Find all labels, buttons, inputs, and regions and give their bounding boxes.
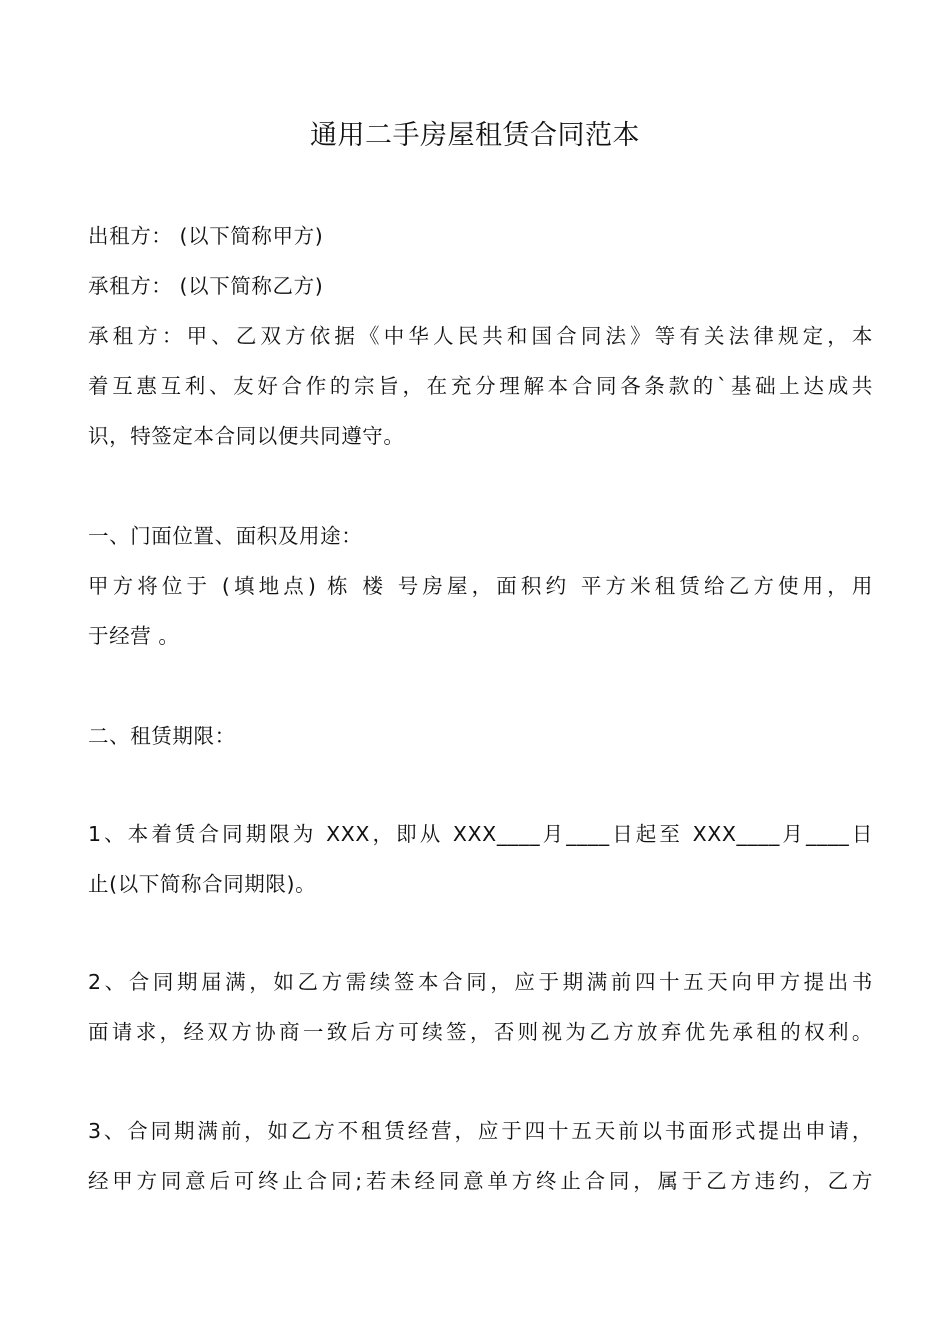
section2-heading [88, 711, 873, 761]
section-heading-text: 一、门面位置、面积及用途： [88, 524, 363, 548]
clause2-paragraph [88, 957, 873, 1057]
paragraph-line: 识，特签定本合同以便共同遵守。 [88, 424, 405, 448]
paragraph-line: 经甲方同意后可终止合同;若未经同意单方终止合同，属于乙方违约，乙方 [88, 1169, 873, 1193]
paragraph-line: 面请求，经双方协商一致后方可续签，否则视为乙方放弃优先承租的权利。 [88, 1020, 873, 1044]
paragraph-line: 承租方：甲、乙双方依据《中华人民共和国合同法》等有关法律规定，本 [88, 324, 873, 348]
paragraph-line: 止(以下简称合同期限)。 [88, 872, 317, 896]
document-title: 通用二手房屋租赁合同范本 [310, 120, 640, 151]
clause1-paragraph [88, 809, 873, 909]
lessor-line [88, 211, 873, 261]
paragraph-line: 于经营 。 [88, 624, 180, 648]
paragraph-line: 2、合同期届满，如乙方需续签本合同，应于期满前四十五天向甲方提出书 [88, 970, 873, 994]
lessee-line [88, 261, 873, 311]
clause3-paragraph [88, 1106, 873, 1206]
paragraph-line: 3、合同期满前，如乙方不租赁经营，应于四十五天前以书面形式提出申请， [88, 1119, 873, 1143]
paragraph-line: 甲方将位于 (填地点) 栋 楼 号房屋，面积约 平方米租赁给乙方使用，用 [88, 574, 873, 598]
paragraph-line: 着互惠互利、友好合作的宗旨，在充分理解本合同各条款的`基础上达成共 [88, 374, 873, 398]
section-heading-text: 二、租赁期限： [88, 724, 236, 748]
lessee-text: 承租方： (以下简称乙方) [88, 274, 324, 298]
lessor-text: 出租方： (以下简称甲方) [88, 224, 324, 248]
section1-paragraph [88, 561, 873, 661]
section1-heading [88, 511, 873, 561]
preamble-paragraph [88, 311, 873, 461]
paragraph-line: 1、本着赁合同期限为 XXX，即从 XXX____月____日起至 XXX____月____日 [88, 822, 873, 846]
